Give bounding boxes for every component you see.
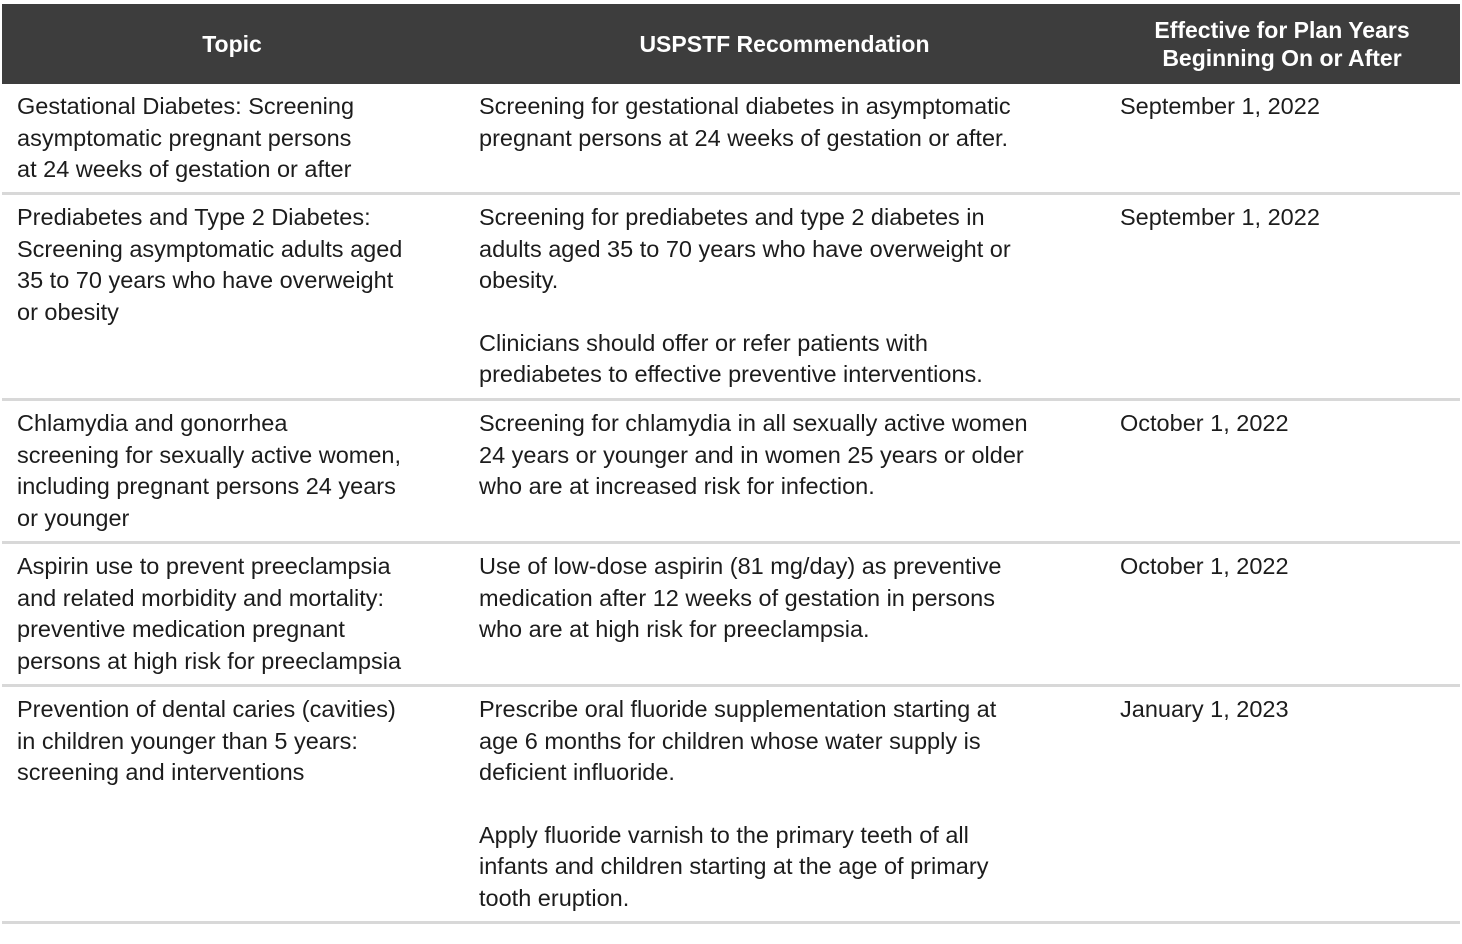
recommendation-paragraph — [479, 694, 1099, 789]
effective-date-cell: September 1, 2022 — [1120, 204, 1320, 230]
effective-date-cell: October 1, 2022 — [1120, 553, 1289, 579]
recommendation-cell — [479, 694, 1099, 914]
table-row — [2, 687, 1460, 924]
header-effective — [1107, 4, 1457, 84]
table-row — [2, 84, 1460, 195]
effective-date-cell: October 1, 2022 — [1120, 410, 1289, 436]
recommendation-line: Screening for prediabetes and type 2 diabetes in — [479, 204, 985, 230]
topic-line: preventive medication pregnant — [17, 616, 345, 642]
table-row — [2, 195, 1460, 401]
recommendation-line: adults aged 35 to 70 years who have overweight or — [479, 235, 1011, 262]
recommendation-cell — [479, 202, 1099, 391]
recommendation-paragraph — [479, 202, 1099, 297]
header-topic — [2, 4, 462, 84]
recommendation-line: Clinicians should offer or refer patients with — [479, 329, 928, 356]
recommendation-cell — [479, 551, 1099, 646]
recommendations-table — [2, 4, 1460, 924]
recommendation-cell — [479, 91, 1099, 154]
topic-line: including pregnant persons 24 years — [17, 473, 396, 499]
table-header — [2, 4, 1460, 84]
recommendation-paragraph — [479, 328, 1099, 391]
recommendation-line: Prescribe oral fluoride supplementation starting at — [479, 696, 997, 722]
topic-line: Aspirin use to prevent preeclampsia — [17, 553, 391, 579]
recommendation-line: prediabetes to effective preventive interventions. — [479, 361, 983, 387]
header-recommendation — [462, 4, 1107, 84]
topic-line: screening and interventions — [17, 759, 305, 785]
recommendation-line: who are at increased risk for infection. — [479, 473, 875, 499]
header-effective-line2: Beginning On or After — [1162, 45, 1402, 71]
header-effective-line1: Effective for Plan Years — [1154, 17, 1410, 43]
topic-line: 35 to 70 years who have overweight — [17, 267, 394, 293]
topic-line: Chlamydia and gonorrhea — [17, 410, 288, 436]
recommendation-line: Apply fluoride varnish to the primary teeth of all — [479, 821, 969, 848]
topic-line: at 24 weeks of gestation or after — [17, 156, 352, 182]
topic-line: or obesity — [17, 298, 119, 325]
table-row — [2, 401, 1460, 544]
recommendation-paragraph — [479, 91, 1099, 154]
topic-line: Screening asymptomatic adults aged — [17, 235, 403, 262]
recommendation-line: medication after 12 weeks of gestation in persons — [479, 584, 995, 611]
recommendation-paragraph — [479, 551, 1099, 646]
recommendation-line: who are at high risk for preeclampsia. — [479, 616, 870, 642]
recommendation-line: pregnant persons at 24 weeks of gestation or after. — [479, 124, 1009, 151]
topic-cell — [17, 408, 457, 534]
recommendation-line: deficient influoride. — [479, 759, 675, 785]
topic-line: Prevention of dental caries (cavities) — [17, 696, 396, 722]
topic-line: or younger — [17, 504, 130, 531]
recommendation-line: Screening for gestational diabetes in asymptomatic — [479, 93, 1011, 119]
recommendation-line: obesity. — [479, 267, 559, 293]
topic-cell — [17, 694, 457, 789]
topic-line: in children younger than 5 years: — [17, 727, 358, 754]
topic-line: Gestational Diabetes: Screening — [17, 93, 355, 119]
effective-date-cell: September 1, 2022 — [1120, 93, 1320, 119]
topic-line: and related morbidity and mortality: — [17, 584, 385, 611]
topic-line: Prediabetes and Type 2 Diabetes: — [17, 204, 371, 230]
recommendation-line: infants and children starting at the age of primary — [479, 853, 989, 879]
topic-line: persons at high risk for preeclampsia — [17, 647, 402, 674]
recommendation-paragraph — [479, 408, 1099, 503]
topic-cell — [17, 202, 457, 328]
recommendation-line: Use of low-dose aspirin (81 mg/day) as preventive — [479, 553, 1002, 579]
recommendation-paragraph — [479, 820, 1099, 915]
topic-line: asymptomatic pregnant persons — [17, 124, 352, 151]
topic-cell — [17, 551, 457, 677]
header-recommendation-label: USPSTF Recommendation — [639, 31, 930, 57]
recommendation-line: 24 years or younger and in women 25 years or older — [479, 441, 1024, 468]
effective-date-cell: January 1, 2023 — [1120, 696, 1289, 722]
topic-line: screening for sexually active women, — [17, 441, 402, 468]
topic-cell — [17, 91, 457, 186]
table-row — [2, 544, 1460, 687]
recommendation-line: tooth eruption. — [479, 884, 630, 911]
recommendation-line: Screening for chlamydia in all sexually active women — [479, 410, 1028, 436]
header-topic-label: Topic — [202, 31, 262, 57]
recommendation-cell — [479, 408, 1099, 503]
recommendation-line: age 6 months for children whose water supply is — [479, 727, 981, 754]
